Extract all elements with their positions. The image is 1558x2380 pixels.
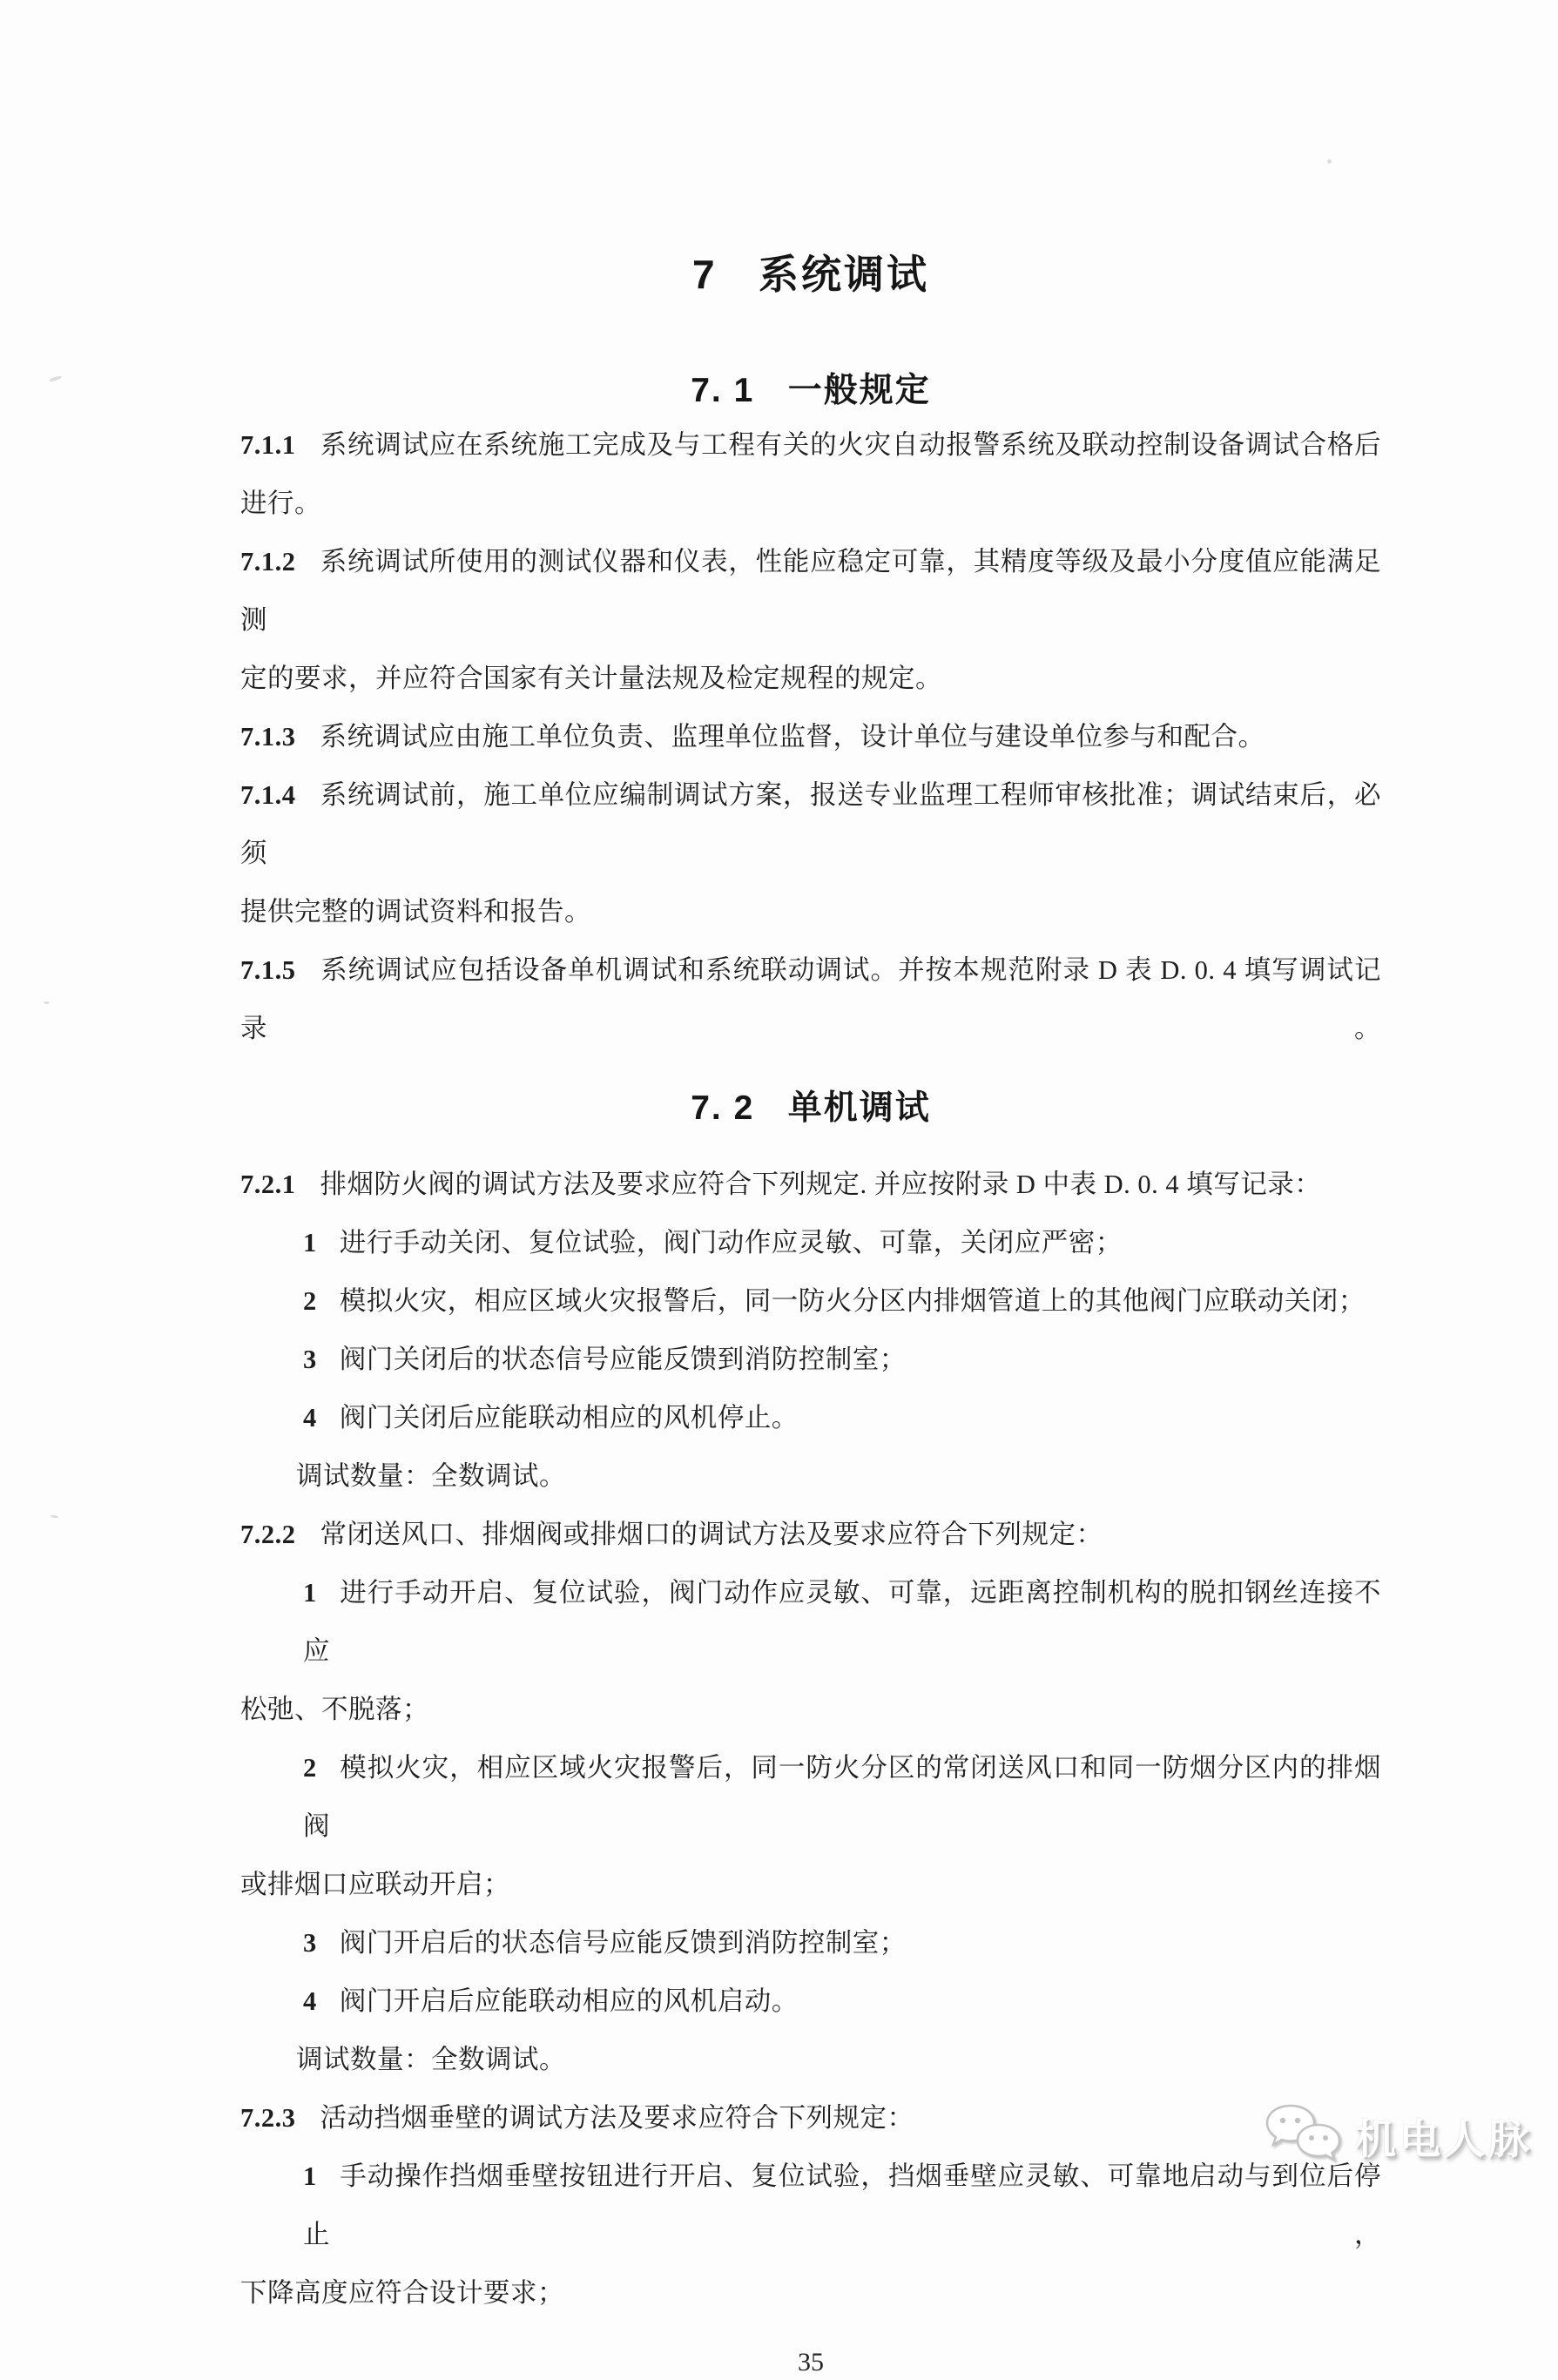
text-content: 系统调试应由施工单位负责、监理单位监督，设计单位与建设单位参与和配合。 — [320, 722, 1265, 752]
list-item — [240, 1331, 1381, 1389]
text-content: 系统调试应包括设备单机调试和系统联动调试。并按本规范附录 D 表 D. 0. 4 填写调试记录。 — [240, 955, 1381, 1043]
clause-paragraph — [240, 2089, 1381, 2147]
continuation-line — [240, 1681, 1381, 1739]
clause-number: 7.1.4 — [240, 780, 296, 810]
text-content: 常闭送风口、排烟阀或排烟口的调试方法及要求应符合下列规定： — [320, 1520, 1103, 1549]
text-content: 7. 2 单机调试 — [691, 1089, 931, 1127]
text-content: 模拟火灾，相应区域火灾报警后，同一防火分区内排烟管道上的其他阀门应联动关闭； — [339, 1286, 1366, 1316]
wechat-icon — [1265, 2102, 1345, 2171]
text-content: 排烟防火阀的调试方法及要求应符合下列规定. 并应按附录 D 中表 D. 0. 4 填写记录： — [320, 1170, 1322, 1199]
continuation-line — [240, 883, 1381, 941]
list-item — [240, 1214, 1381, 1272]
clause-number: 7.2.3 — [240, 2103, 296, 2133]
clause-paragraph — [240, 1156, 1381, 1214]
text-content: 调试数量：全数调试。 — [296, 1461, 566, 1491]
clause-paragraph — [240, 766, 1381, 883]
continuation-line — [240, 475, 1381, 533]
clause-number: 3 — [303, 1345, 317, 1374]
continuation-line — [240, 650, 1381, 708]
text-content: 阀门关闭后应能联动相应的风机停止。 — [339, 1403, 799, 1433]
page-content — [240, 0, 1381, 2323]
list-item — [240, 1739, 1381, 1856]
clause-paragraph — [240, 533, 1381, 650]
clause-number: 2 — [303, 1286, 317, 1316]
text-content: 活动挡烟垂壁的调试方法及要求应符合下列规定： — [320, 2103, 914, 2133]
list-item — [240, 1272, 1381, 1331]
list-item — [240, 1972, 1381, 2031]
text-content: 进行。 — [240, 489, 321, 518]
note-line — [240, 2031, 1381, 2089]
text-content: 系统调试应在系统施工完成及与工程有关的火灾自动报警系统及联动控制设备调试合格后 — [320, 430, 1381, 460]
clause-number: 1 — [303, 1578, 317, 1608]
clause-number: 7.1.2 — [240, 547, 296, 576]
section-heading — [240, 1085, 1381, 1132]
clause-number: 7.1.3 — [240, 722, 296, 752]
list-item — [240, 1389, 1381, 1447]
clause-paragraph — [240, 416, 1381, 475]
clause-number: 1 — [303, 1228, 317, 1257]
scan-artifact — [51, 1514, 58, 1519]
note-line — [240, 1447, 1381, 1506]
text-content: 阀门开启后应能联动相应的风机启动。 — [339, 1986, 799, 2016]
clause-number: 7.2.2 — [240, 1520, 296, 1549]
clause-number: 7.1.1 — [240, 430, 296, 460]
text-content: 下降高度应符合设计要求； — [240, 2278, 564, 2308]
text-content: 进行手动关闭、复位试验，阀门动作应灵敏、可靠，关闭应严密； — [339, 1228, 1123, 1257]
list-item — [240, 2147, 1381, 2264]
continuation-line — [240, 2264, 1381, 2323]
list-item — [240, 1914, 1381, 1972]
clause-number: 4 — [303, 1403, 317, 1433]
text-content: 7 系统调试 — [692, 252, 929, 297]
scan-artifact — [44, 1001, 50, 1004]
chapter-heading — [240, 249, 1381, 300]
section-heading — [240, 367, 1381, 415]
clause-number: 1 — [303, 2161, 317, 2191]
clause-paragraph — [240, 1506, 1381, 1564]
continuation-line — [240, 1856, 1381, 1914]
list-item — [240, 1564, 1381, 1681]
text-content: 模拟火灾，相应区域火灾报警后，同一防火分区的常闭送风口和同一防烟分区内的排烟阀 — [303, 1753, 1381, 1841]
text-content: 手动操作挡烟垂壁按钮进行开启、复位试验，挡烟垂壁应灵敏、可靠地启动与到位后停止， — [303, 2161, 1381, 2249]
watermark — [1265, 2102, 1533, 2171]
clause-number: 7.2.1 — [240, 1170, 296, 1199]
clause-number: 2 — [303, 1753, 317, 1783]
text-content: 或排烟口应联动开启； — [240, 1870, 510, 1899]
text-content: 松弛、不脱落； — [240, 1695, 429, 1724]
text-content: 7. 1 一般规定 — [691, 372, 931, 409]
clause-paragraph — [240, 941, 1381, 1058]
clause-paragraph — [240, 708, 1381, 766]
watermark-label: 机电人脉 — [1355, 2116, 1533, 2162]
text-content: 阀门关闭后的状态信号应能反馈到消防控制室； — [339, 1345, 907, 1374]
clause-number: 7.1.5 — [240, 955, 296, 985]
page-number: 35 — [798, 2348, 824, 2377]
scan-artifact — [1327, 159, 1332, 164]
text-content: 定的要求，并应符合国家有关计量法规及检定规程的规定。 — [240, 664, 942, 693]
text-content: 进行手动开启、复位试验，阀门动作应灵敏、可靠，远距离控制机构的脱扣钢丝连接不应 — [303, 1578, 1381, 1666]
text-content: 阀门开启后的状态信号应能反馈到消防控制室； — [339, 1928, 907, 1958]
text-content: 系统调试前，施工单位应编制调试方案，报送专业监理工程师审核批准；调试结束后，必须 — [240, 780, 1381, 868]
text-content: 调试数量：全数调试。 — [296, 2045, 566, 2074]
text-content: 系统调试所使用的测试仪器和仪表，性能应稳定可靠，其精度等级及最小分度值应能满足测 — [240, 547, 1381, 635]
text-content: 提供完整的调试资料和报告。 — [240, 897, 591, 927]
clause-number: 3 — [303, 1928, 317, 1958]
scan-artifact — [49, 375, 63, 382]
clause-number: 4 — [303, 1986, 317, 2016]
